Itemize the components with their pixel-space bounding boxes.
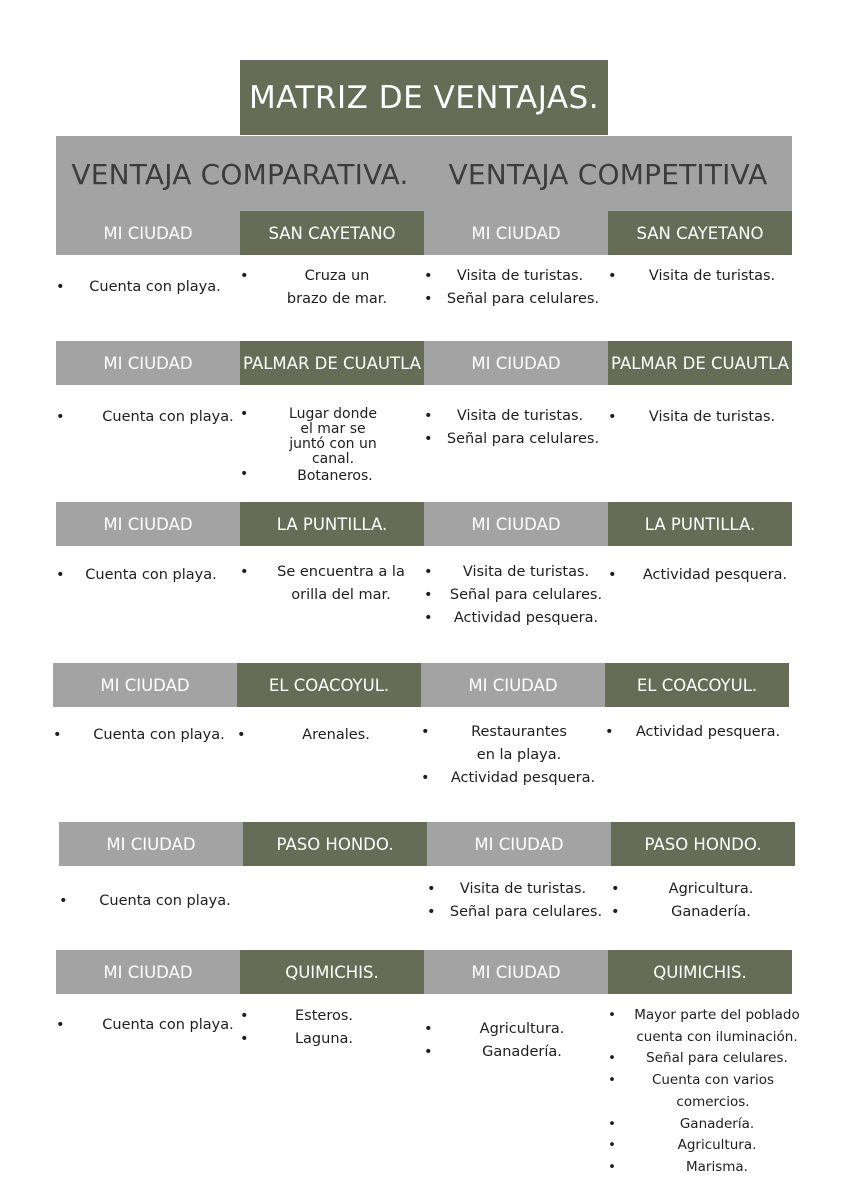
list-item: • Visita de turistas. xyxy=(608,265,792,288)
header-mi-ciudad: MI CIUDAD xyxy=(424,211,608,255)
list-item: • Laguna. xyxy=(240,1028,424,1051)
list-item: • Se encuentra a la orilla del mar. xyxy=(240,561,424,607)
section-el-coacoyul xyxy=(53,663,789,786)
cell-list xyxy=(59,890,243,913)
list-item: • Visita de turistas. xyxy=(424,265,608,288)
cell-list xyxy=(608,1005,810,1179)
cell-list xyxy=(424,405,608,451)
list-item: • Ganadería. xyxy=(611,901,795,924)
list-item: • Restaurantes en la playa. xyxy=(421,721,605,767)
list-item: • Señal para celulares. xyxy=(424,288,608,311)
list-item: • Señal para celulares. xyxy=(608,1048,810,1070)
list-item: • Mayor parte del poblado cuenta con iluminación. xyxy=(608,1005,810,1048)
cell-list xyxy=(240,265,424,311)
header-locality: SAN CAYETANO xyxy=(608,211,792,255)
list-item: • Cruza un brazo de mar. xyxy=(240,265,424,311)
cell-list xyxy=(240,561,424,607)
cell-list xyxy=(240,407,424,484)
list-item: • Botaneros. xyxy=(240,467,424,484)
category-bar xyxy=(56,136,792,212)
list-item: • Señal para celulares. xyxy=(424,584,608,607)
list-item: • Agricultura. xyxy=(608,1135,810,1157)
header-locality: EL COACOYUL. xyxy=(237,663,421,707)
header-mi-ciudad: MI CIUDAD xyxy=(427,822,611,866)
list-item: • Cuenta con playa. xyxy=(56,276,240,299)
list-item: • Señal para celulares. xyxy=(424,428,608,451)
cell-list xyxy=(237,724,421,747)
cell-list xyxy=(427,878,611,924)
cell-list xyxy=(240,1005,424,1051)
cell-list xyxy=(608,564,792,587)
section-quimichis xyxy=(56,950,800,1175)
list-item: • Cuenta con playa. xyxy=(56,1014,240,1037)
cell-list xyxy=(608,265,792,288)
header-mi-ciudad: MI CIUDAD xyxy=(424,950,608,994)
list-item: • Esteros. xyxy=(240,1005,424,1028)
header-mi-ciudad: MI CIUDAD xyxy=(56,341,240,385)
list-item: • Actividad pesquera. xyxy=(421,767,605,790)
comparative-heading: VENTAJA COMPARATIVA. xyxy=(71,157,409,191)
header-mi-ciudad: MI CIUDAD xyxy=(424,341,608,385)
cell-list xyxy=(605,721,789,744)
list-item: • Arenales. xyxy=(237,724,421,747)
header-locality: EL COACOYUL. xyxy=(605,663,789,707)
header-locality: SAN CAYETANO xyxy=(240,211,424,255)
cell-list xyxy=(424,1018,608,1064)
header-locality: LA PUNTILLA. xyxy=(240,502,424,546)
cell-list xyxy=(56,406,240,429)
header-locality: PASO HONDO. xyxy=(243,822,427,866)
cell-list xyxy=(53,724,237,747)
competitive-heading: VENTAJA COMPETITIVA xyxy=(448,157,768,191)
list-item: • Visita de turistas. xyxy=(427,878,611,901)
page-title: MATRIZ DE VENTAJAS. xyxy=(240,60,608,135)
list-item: • Agricultura. xyxy=(424,1018,608,1041)
list-item: • Marisma. xyxy=(608,1157,810,1179)
list-item: • Agricultura. xyxy=(611,878,795,901)
header-locality: PALMAR DE CUAUTLA xyxy=(240,341,424,385)
cell-list xyxy=(56,1014,240,1037)
cell-list xyxy=(56,276,240,299)
list-item: • Visita de turistas. xyxy=(424,561,608,584)
cell-list xyxy=(424,561,608,630)
section-la-puntilla xyxy=(56,502,792,626)
list-item: • Actividad pesquera. xyxy=(608,564,792,587)
cell-list xyxy=(608,406,792,429)
header-locality: QUIMICHIS. xyxy=(608,950,792,994)
list-item: • Cuenta con playa. xyxy=(56,564,240,587)
header-mi-ciudad: MI CIUDAD xyxy=(56,502,240,546)
header-mi-ciudad: MI CIUDAD xyxy=(421,663,605,707)
list-item: • Ganadería. xyxy=(608,1114,810,1136)
list-item: • Cuenta con playa. xyxy=(53,724,237,747)
list-item: • Cuenta con playa. xyxy=(59,890,243,913)
header-locality: QUIMICHIS. xyxy=(240,950,424,994)
list-item: • Visita de turistas. xyxy=(424,405,608,428)
section-san-cayetano xyxy=(56,211,792,307)
list-item: • Actividad pesquera. xyxy=(424,607,608,630)
cell-list xyxy=(424,265,608,311)
section-paso-hondo xyxy=(59,822,795,920)
header-locality: PALMAR DE CUAUTLA xyxy=(608,341,792,385)
list-item: • Visita de turistas. xyxy=(608,406,792,429)
list-item: • Ganadería. xyxy=(424,1041,608,1064)
header-mi-ciudad: MI CIUDAD xyxy=(56,211,240,255)
cell-list xyxy=(611,878,795,924)
list-item: • Cuenta con varios comercios. xyxy=(608,1070,810,1113)
header-mi-ciudad: MI CIUDAD xyxy=(59,822,243,866)
cell-list xyxy=(421,721,605,790)
header-mi-ciudad: MI CIUDAD xyxy=(424,502,608,546)
list-item: • Actividad pesquera. xyxy=(605,721,789,744)
section-palmar-de-cuautla xyxy=(56,341,792,484)
header-locality: LA PUNTILLA. xyxy=(608,502,792,546)
cell-list xyxy=(56,564,240,587)
header-locality: PASO HONDO. xyxy=(611,822,795,866)
list-item: • Señal para celulares. xyxy=(427,901,611,924)
list-item: • Lugar donde el mar se juntó con un canal. xyxy=(240,407,424,467)
header-mi-ciudad: MI CIUDAD xyxy=(56,950,240,994)
header-mi-ciudad: MI CIUDAD xyxy=(53,663,237,707)
list-item: • Cuenta con playa. xyxy=(56,406,240,429)
